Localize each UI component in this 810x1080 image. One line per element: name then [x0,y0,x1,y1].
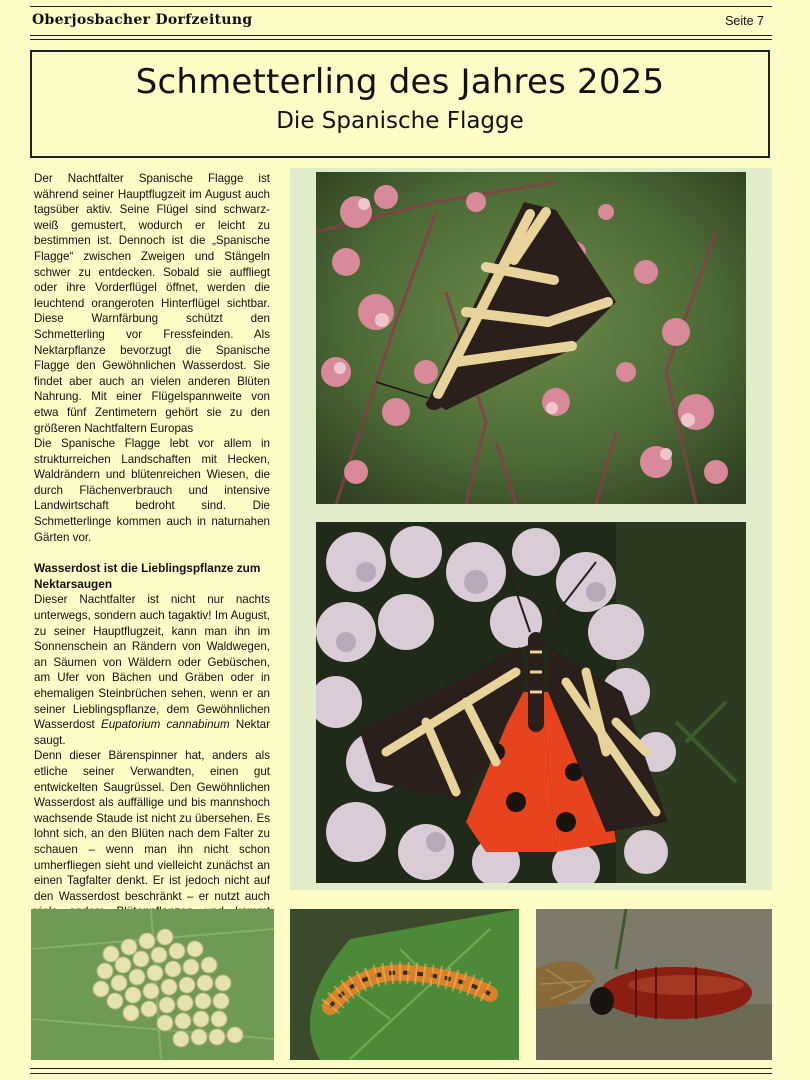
bottom-rule-1 [30,1068,772,1069]
top-rule-1 [30,6,772,7]
photo-caterpillar [290,909,519,1060]
section-text-part: Nektar saugt. [34,718,270,747]
top-rule-2 [30,35,772,36]
moth-on-pink-flowers-image [316,172,746,504]
bottom-rule-2 [30,1073,772,1074]
pupa-image [536,909,772,1060]
moth-on-white-flowers-image [316,522,746,883]
page-number: Seite 7 [725,14,764,28]
photo-pupa [536,909,772,1060]
photo-moth-open-wings [316,522,746,883]
latin-name: Eupatorium cannabinum [100,718,230,732]
article-subtitle: Die Spanische Flagge [276,108,524,134]
masthead-title: Oberjosbacher Dorfzeitung [32,12,253,28]
caterpillar-on-leaf-image [290,909,519,1060]
section-paragraph-2: Denn dieser Bärenspinner hat, anders als etliche seiner Verwandten, einen gut entwickelten Saugrüssel. Den Gewöhnlichen Wasserdost als auffällige und bis mannshoch wachsende Staude ist nicht zu übersehen. Es lohnt sich, an den Blüten nach dem Falter zu schauen – wenn man ihn nicht schon umherfliegen sieht und vielleicht zunächst an einen Tagfalter denkt. Er ist jedoch nicht auf den Wasserdost beschränkt – er nutzt auch [34,749,270,903]
section-paragraph-1 [34,592,270,748]
article-title: Schmetterling des Jahres 2025 [135,62,665,102]
top-rule-3 [30,39,772,40]
photo-moth-closed-wings [316,172,746,504]
article-paragraph-1: Der Nachtfalter Spanische Flagge ist während seiner Hauptflugzeit im August auch tagsüber aktiv. Seine Flügel sind schwarz-weiß gemustert, wodurch er leicht zu bestimmen ist. Dennoch ist die „Spanische Flagge“ zwischen Zweigen und Stängeln schwer zu entdecken. Sobald sie auffliegt oder ihre Vorderflügel öffnet, werden die leuchtend orangeroten Hinterflügel sichtbar. Diese Warnfärbung schützt den Schmetterling vor Fressfeinden. Als Nektarpflanze bevorzugt die Spanische Flagge den Gewöhnlichen Wasserdost. Sie findet aber auch an vielen anderen Blüten Nahrung. Mit einer Flügelspannweite von etwa fünf Zentimetern gehört sie zu den größeren Nachtfaltern Europas [34,172,270,435]
article-paragraph-2: Die Spanische Flagge lebt vor allem in strukturreichen Landschaften mit Hecken, Waldrändern und blütenreichen Wiesen, die durch Flächenverbrauch und intensive Landwirtschaft bedroht sind. Die Schmetterlinge kommen auch in naturnahen Gärten vor. [34,437,270,544]
section-heading: Wasserdost ist die Lieblingspflanze zum Nektarsaugen [34,561,261,591]
eggs-on-leaf-image [31,909,274,1060]
title-box [30,50,770,158]
article-text-column [34,171,270,951]
photo-eggs [31,909,274,1060]
section-text-part: Dieser Nachtfalter ist nicht nur nachts unterwegs, sondern auch tagaktiv! Im August, zu seiner Hauptflugzeit, kann man ihn im Sonnenschein an Rändern von Waldwegen, an Säumen von Wäldern oder Gebüschen, am Ufer von Bächen und Gräben oder in ehemaligen Steinbrüchen sehen, wenn er an seiner Lieblingspflanze, dem Gewöhnlichen Wasserdost [34,593,270,732]
